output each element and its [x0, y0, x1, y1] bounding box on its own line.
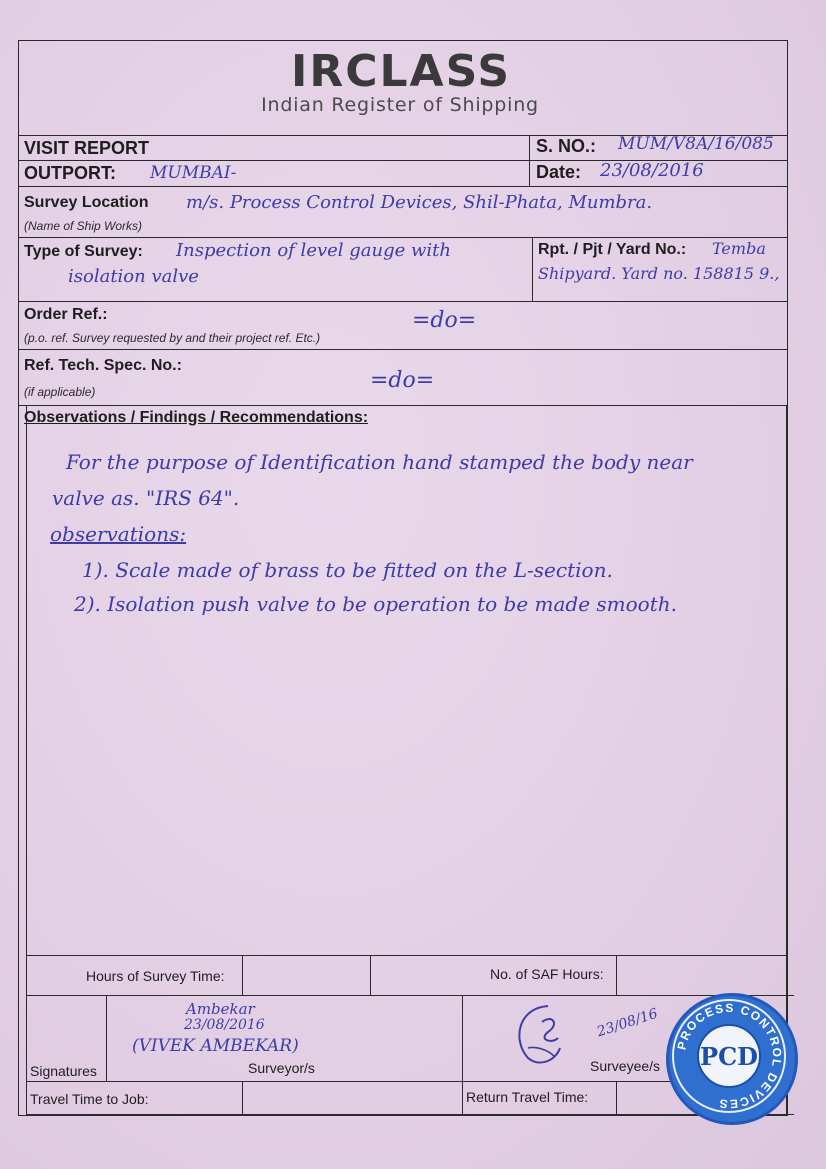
surveyee-signature [508, 1000, 598, 1068]
type-of-survey-label: Type of Survey: [24, 243, 143, 260]
tech-spec-label: Ref. Tech. Spec. No.: [24, 357, 182, 374]
rpt-yard-value-1: Temba [712, 239, 766, 258]
survey-location-note: (Name of Ship Works) [24, 219, 143, 233]
rule [242, 1081, 243, 1115]
surveyor-label: Surveyor/s [248, 1060, 315, 1076]
date-label: Date: [536, 162, 582, 182]
type-of-survey-value-1: Inspection of level gauge with [176, 240, 452, 261]
sno-label: S. NO.: [536, 136, 597, 156]
date-value: 23/08/2016 [600, 160, 704, 181]
rule [616, 955, 617, 995]
observation-line-2: valve as. "IRS 64". [52, 486, 240, 510]
tech-spec-value: =do= [370, 368, 435, 393]
rule [18, 301, 788, 302]
rule [26, 405, 27, 1115]
surveyee-date: 23/08/16 [595, 1005, 660, 1041]
observation-line-4: 1). Scale made of brass to be fitted on the L-section. [82, 558, 613, 582]
rule [242, 955, 243, 995]
observation-line-1: For the purpose of Identification hand stamped the body near [66, 450, 693, 474]
irclass-logo: IRCLASS [290, 46, 512, 97]
signatures-label: Signatures [30, 1063, 97, 1079]
rule [106, 995, 107, 1081]
surveyor-signature: Ambekar [186, 1000, 255, 1018]
rule [18, 237, 788, 238]
rule [26, 955, 786, 956]
observations-heading: Observations / Findings / Recommendations: [24, 409, 369, 426]
saf-hours-label: No. of SAF Hours: [490, 966, 604, 982]
surveyor-date: 23/08/2016 [184, 1017, 265, 1033]
rule [462, 995, 463, 1115]
rule [370, 955, 371, 995]
rule [18, 405, 788, 406]
surveyor-name: (VIVEK AMBEKAR) [132, 1036, 299, 1056]
stamp-ring-text: PROCESS CONTROL DEVICES [674, 1000, 785, 1112]
order-ref-note: (p.o. ref. Survey requested by and their project ref. Etc.) [24, 331, 321, 345]
visit-report-title: VISIT REPORT [24, 138, 150, 158]
rpt-yard-label: Rpt. / Pjt / Yard No.: [538, 241, 687, 258]
hours-of-survey-label: Hours of Survey Time: [86, 968, 225, 984]
surveyee-label: Surveyee/s [590, 1058, 661, 1074]
type-of-survey-value-2: isolation valve [68, 266, 199, 287]
observation-line-3: observations: [50, 522, 187, 546]
outport-value: MUMBAI- [150, 163, 237, 183]
travel-time-label: Travel Time to Job: [30, 1091, 149, 1107]
company-stamp [666, 993, 798, 1125]
rule [616, 1081, 617, 1115]
rule [529, 135, 530, 187]
return-travel-label: Return Travel Time: [466, 1089, 589, 1105]
rule [532, 237, 533, 301]
rule [18, 349, 788, 350]
logo-subtitle: Indian Register of Shipping [261, 94, 539, 116]
order-ref-label: Order Ref.: [24, 306, 108, 323]
survey-location-label: Survey Location [24, 194, 149, 211]
order-ref-value: =do= [412, 308, 477, 333]
observation-line-5: 2). Isolation push valve to be operation to be made smooth. [74, 592, 677, 616]
stamp-center-text: PCD [700, 1042, 758, 1071]
survey-location-value: m/s. Process Control Devices, Shil-Phata, Mumbra. [186, 192, 653, 213]
rpt-yard-value-2: Shipyard. Yard no. 158815 9., [538, 264, 780, 283]
tech-spec-note: (if applicable) [24, 385, 96, 399]
outport-label: OUTPORT: [24, 163, 116, 183]
sno-value: MUM/V8A/16/085 [618, 134, 774, 154]
rule [18, 186, 788, 187]
